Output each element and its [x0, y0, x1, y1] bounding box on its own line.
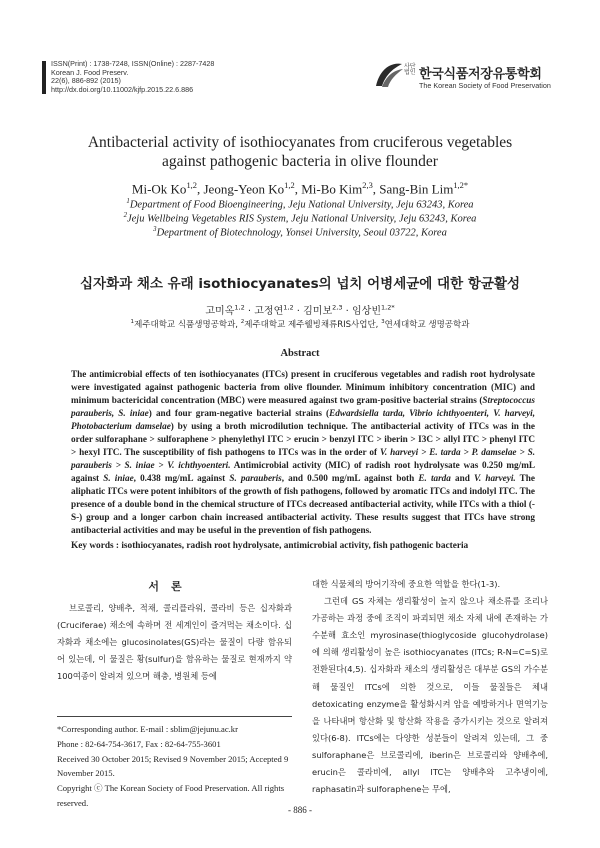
journal-name: Korean J. Food Preserv.: [51, 67, 129, 77]
keywords: Key words : isothiocyanates, radish root hydrolysate, antimicrobial activity, fish pathogenic bacteria: [71, 541, 469, 551]
affiliation-mark: 1: [130, 319, 135, 326]
abstract-segment: ) by using a broth microdilution technique. The antibacterial activity of ITCs was in the order sulforaphane > sulforaphene > phenylethyl ITC > erucin > benzyl ITC > iberin > I3C > allyl ITC > phenyl ITC > hexyl ITC. The susceptibility of fish pathogens to ITCs was in the order of: [71, 421, 535, 457]
author-affiliation-mark: 1,2*: [453, 180, 469, 190]
affiliation-text: Jeju Wellbeing Vegetables RIS System, Jeju National University, Jeju 63243, Korea: [126, 213, 477, 225]
affiliation-mark: 2: [123, 212, 127, 219]
korean-author-name: 고미옥: [205, 306, 235, 317]
logo-english-name: The Korean Society of Food Preservation: [419, 81, 551, 90]
abstract-italic-segment: V. harveyi > E. tarda > P. damselae > S. parauberis > S. iniae > V. ichthyoenteri.: [71, 447, 536, 470]
affiliation-text: Department of Biotechnology, Yonsei University, Seoul 03722, Korea: [156, 227, 447, 239]
title-line: Antibacterial activity of isothiocyanates from cruciferous vegetables: [87, 134, 513, 151]
logo-small-text: 사단법인: [404, 64, 416, 76]
abstract-italic-segment: E. tarda: [418, 473, 451, 483]
body-paragraph: 대한 식물체의 방어기작에 중요한 역할을 한다(1-3).: [312, 579, 501, 589]
korean-author-name: 김미보: [303, 306, 333, 317]
affiliation-mark: 3: [381, 319, 385, 326]
author-affiliation-mark: 1,2: [186, 180, 197, 190]
korean-author-name: 고정연: [254, 306, 284, 317]
korean-author-list: 고미옥$^{1,2}$ · 고정연$^{1,2}$ · 김미보$^{2,3}$ · 임상빈$^{1,2*}$: [205, 303, 395, 317]
body-paragraph: 브로콜리, 양배추, 적채, 콜리플라워, 콜라비 등은 십자화과(Cruciferae) 채소에 속하며 전 세계인이 즐겨먹는 채소이다. 십자화과 채소에는 glucosinolates(GS)라는 물질이 다량 함유되어 있는데, 이 물질은 황(sulfur)을 함유하는 물질로 현재까지 약 100여종이 알려져 있으며 해충, 병원체 등에: [57, 603, 292, 682]
abstract-italic-segment: Edwardsiella tarda, Vibrio ichthyoenteri, V. harveyi, Photobacterium damselae: [71, 408, 535, 431]
korean-title: 십자화과 채소 유래 isothiocyanates의 넙치 어병세균에 대한 항균활성: [80, 276, 520, 292]
affiliation-text: Department of Food Bioengineering, Jeju National University, Jeju 63243, Korea: [129, 199, 474, 211]
issn-line: ISSN(Print) : 1738-7248, ISSN(Online) : 2287-7428: [51, 59, 215, 68]
author-name: Jeong-Yeon Ko: [203, 181, 285, 197]
abstract-heading: Abstract: [280, 348, 320, 359]
abstract-segment: Antimicrobial activity (MIC) of radish root hydrolysate was 0.250 mg/mL against: [71, 460, 535, 483]
author-name: Mi-Ok Ko: [131, 181, 187, 197]
abstract-segment: , 0.438 mg/mL against: [133, 473, 230, 483]
section-heading-introduction: 서론: [148, 580, 194, 593]
author-affiliation-mark: 1,2*: [381, 303, 395, 312]
abstract-segment: and: [450, 473, 474, 483]
volume-line: 22(6), 886-892 (2015): [51, 76, 121, 86]
abstract-italic-segment: Streptococcus parauberis, S. iniae: [71, 395, 535, 418]
abstract-italic-segment: V. harveyi.: [473, 473, 516, 483]
author-name: Sang-Bin Lim: [379, 181, 454, 197]
author-affiliation-mark: 2,3: [362, 180, 373, 190]
received-dates: Received 30 October 2015; Revised 9 November 2015; Accepted 9 November 2015.: [57, 753, 289, 779]
abstract-italic-segment: S. iniae: [103, 473, 134, 483]
society-emblem-icon: [372, 60, 406, 90]
abstract-segment: ) and four gram-negative bacterial strains (: [148, 408, 330, 418]
abstract-segment: , and 0.500 mg/mL against both: [281, 473, 419, 483]
body-paragraph: 그런데 GS 자체는 생리활성이 높지 않으나 채소류를 조리나 가공하는 과정 중에 조직이 파괴되면 채소 자체 내에 존재하는 가수분해 효소인 myrosinase(thioglycoside glucohydrolase)에 의해 생리활성이 높은 isothiocyanates (ITCs; R-N=C=S)로 전환된다(4,5). 십자화과 채소의 생리활성은 대부분 GS의 가수분해 물질인 ITCs에 의한 것으로, 이들 물질들은 체내 detoxicating enzyme을 활성화시켜 암을 예방하거나 면역기능을 나타내며 항산화 및 항산화 작용을 증가시키는 것으로 알려져 있다(6-8). ITCs에는 다양한 성분들이 알려져 있는데, 그 중 sulforaphane은 브로콜리에, iberin은 브로콜리와 양배추에, erucin은 콜라비에, allyl ITC는 양배추와 고추냉이에, raphasatin과 sulforaphene는 무에,: [312, 596, 548, 795]
abstract-italic-segment: S. parauberis: [229, 473, 282, 483]
author-name: Mi-Bo Kim: [301, 181, 363, 197]
doi-link[interactable]: http://dx.doi.org/10.11002/kjfp.2015.22.6.886: [51, 84, 194, 94]
affiliation: [40, 212, 560, 225]
left-column: [57, 600, 292, 685]
journal-info: [42, 60, 214, 94]
author-affiliation-mark: 1,2: [283, 303, 294, 312]
affiliation-mark: 3: [153, 226, 157, 233]
affiliation-mark: 1: [126, 198, 130, 205]
title-line: against pathogenic bacteria in olive flounder: [162, 153, 438, 170]
author-affiliation-mark: 1,2: [234, 303, 245, 312]
korean-affiliation-text: 제주대학교 제주웰빙채류RIS사업단,: [244, 320, 382, 330]
page-number: - 886 -: [288, 805, 312, 815]
paper-title: [40, 133, 560, 171]
right-column: [312, 576, 548, 798]
korean-author-name: 임상빈: [352, 306, 381, 317]
abstract-segment: The antimicrobial effects of ten isothiocyanates (ITCs) present in cruciferous vegetables and radish root hydrolysate were investigated against pathogenic bacteria from olive flounder. Minimum inhibitory concentration (MIC) and minimum bactericidal concentration (MBC) were measured against two gram-positive bacterial strains (: [71, 369, 535, 405]
abstract-body: [71, 368, 535, 537]
author-affiliation-mark: 1,2: [284, 180, 295, 190]
author-list: Mi-Ok Ko$^{1,2}$, Jeong-Yeon Ko$^{1,2}$, Mi-Bo Kim$^{2,3}$, Sang-Bin Lim$^{1,2*}$: [131, 180, 469, 197]
corresponding-author: *Corresponding author. E-mail : sblim@jejunu.ac.kr: [57, 724, 238, 734]
contact-phone: Phone : 82-64-754-3617, Fax : 82-64-755-3601: [57, 738, 221, 749]
copyright-notice: Copyright ⓒ The Korean Society of Food Preservation. All rights reserved.: [57, 783, 285, 808]
affiliation: [40, 226, 560, 239]
korean-affiliation-text: 제주대학교 식품생명공학과,: [134, 320, 241, 330]
logo-korean-name: 한국식품저장유통학회: [419, 67, 542, 82]
affiliation-mark: 2: [240, 319, 245, 326]
affiliation: [40, 198, 560, 211]
footnote: [57, 722, 293, 811]
korean-affiliations: [40, 318, 560, 330]
abstract-segment: The aliphatic ITCs were potent inhibitors of the growth of fish pathogens, followed by aromatic ITCs and indolyl ITC. The presence of a double bond in the chemical structure of ITCs decreased antibacterial activity, while ITCs with a thiol (-S-) group and a longer carbon chain increased antibacterial activity. These results suggest that ITCs have strong antibacterial activities and may be useful in the prevention of fish pathogens.: [71, 473, 535, 535]
society-logo: [372, 60, 572, 92]
korean-affiliation-text: 연세대학교 생명공학과: [384, 320, 470, 330]
footnote-divider: [57, 716, 292, 717]
author-affiliation-mark: 2,3: [332, 303, 343, 312]
